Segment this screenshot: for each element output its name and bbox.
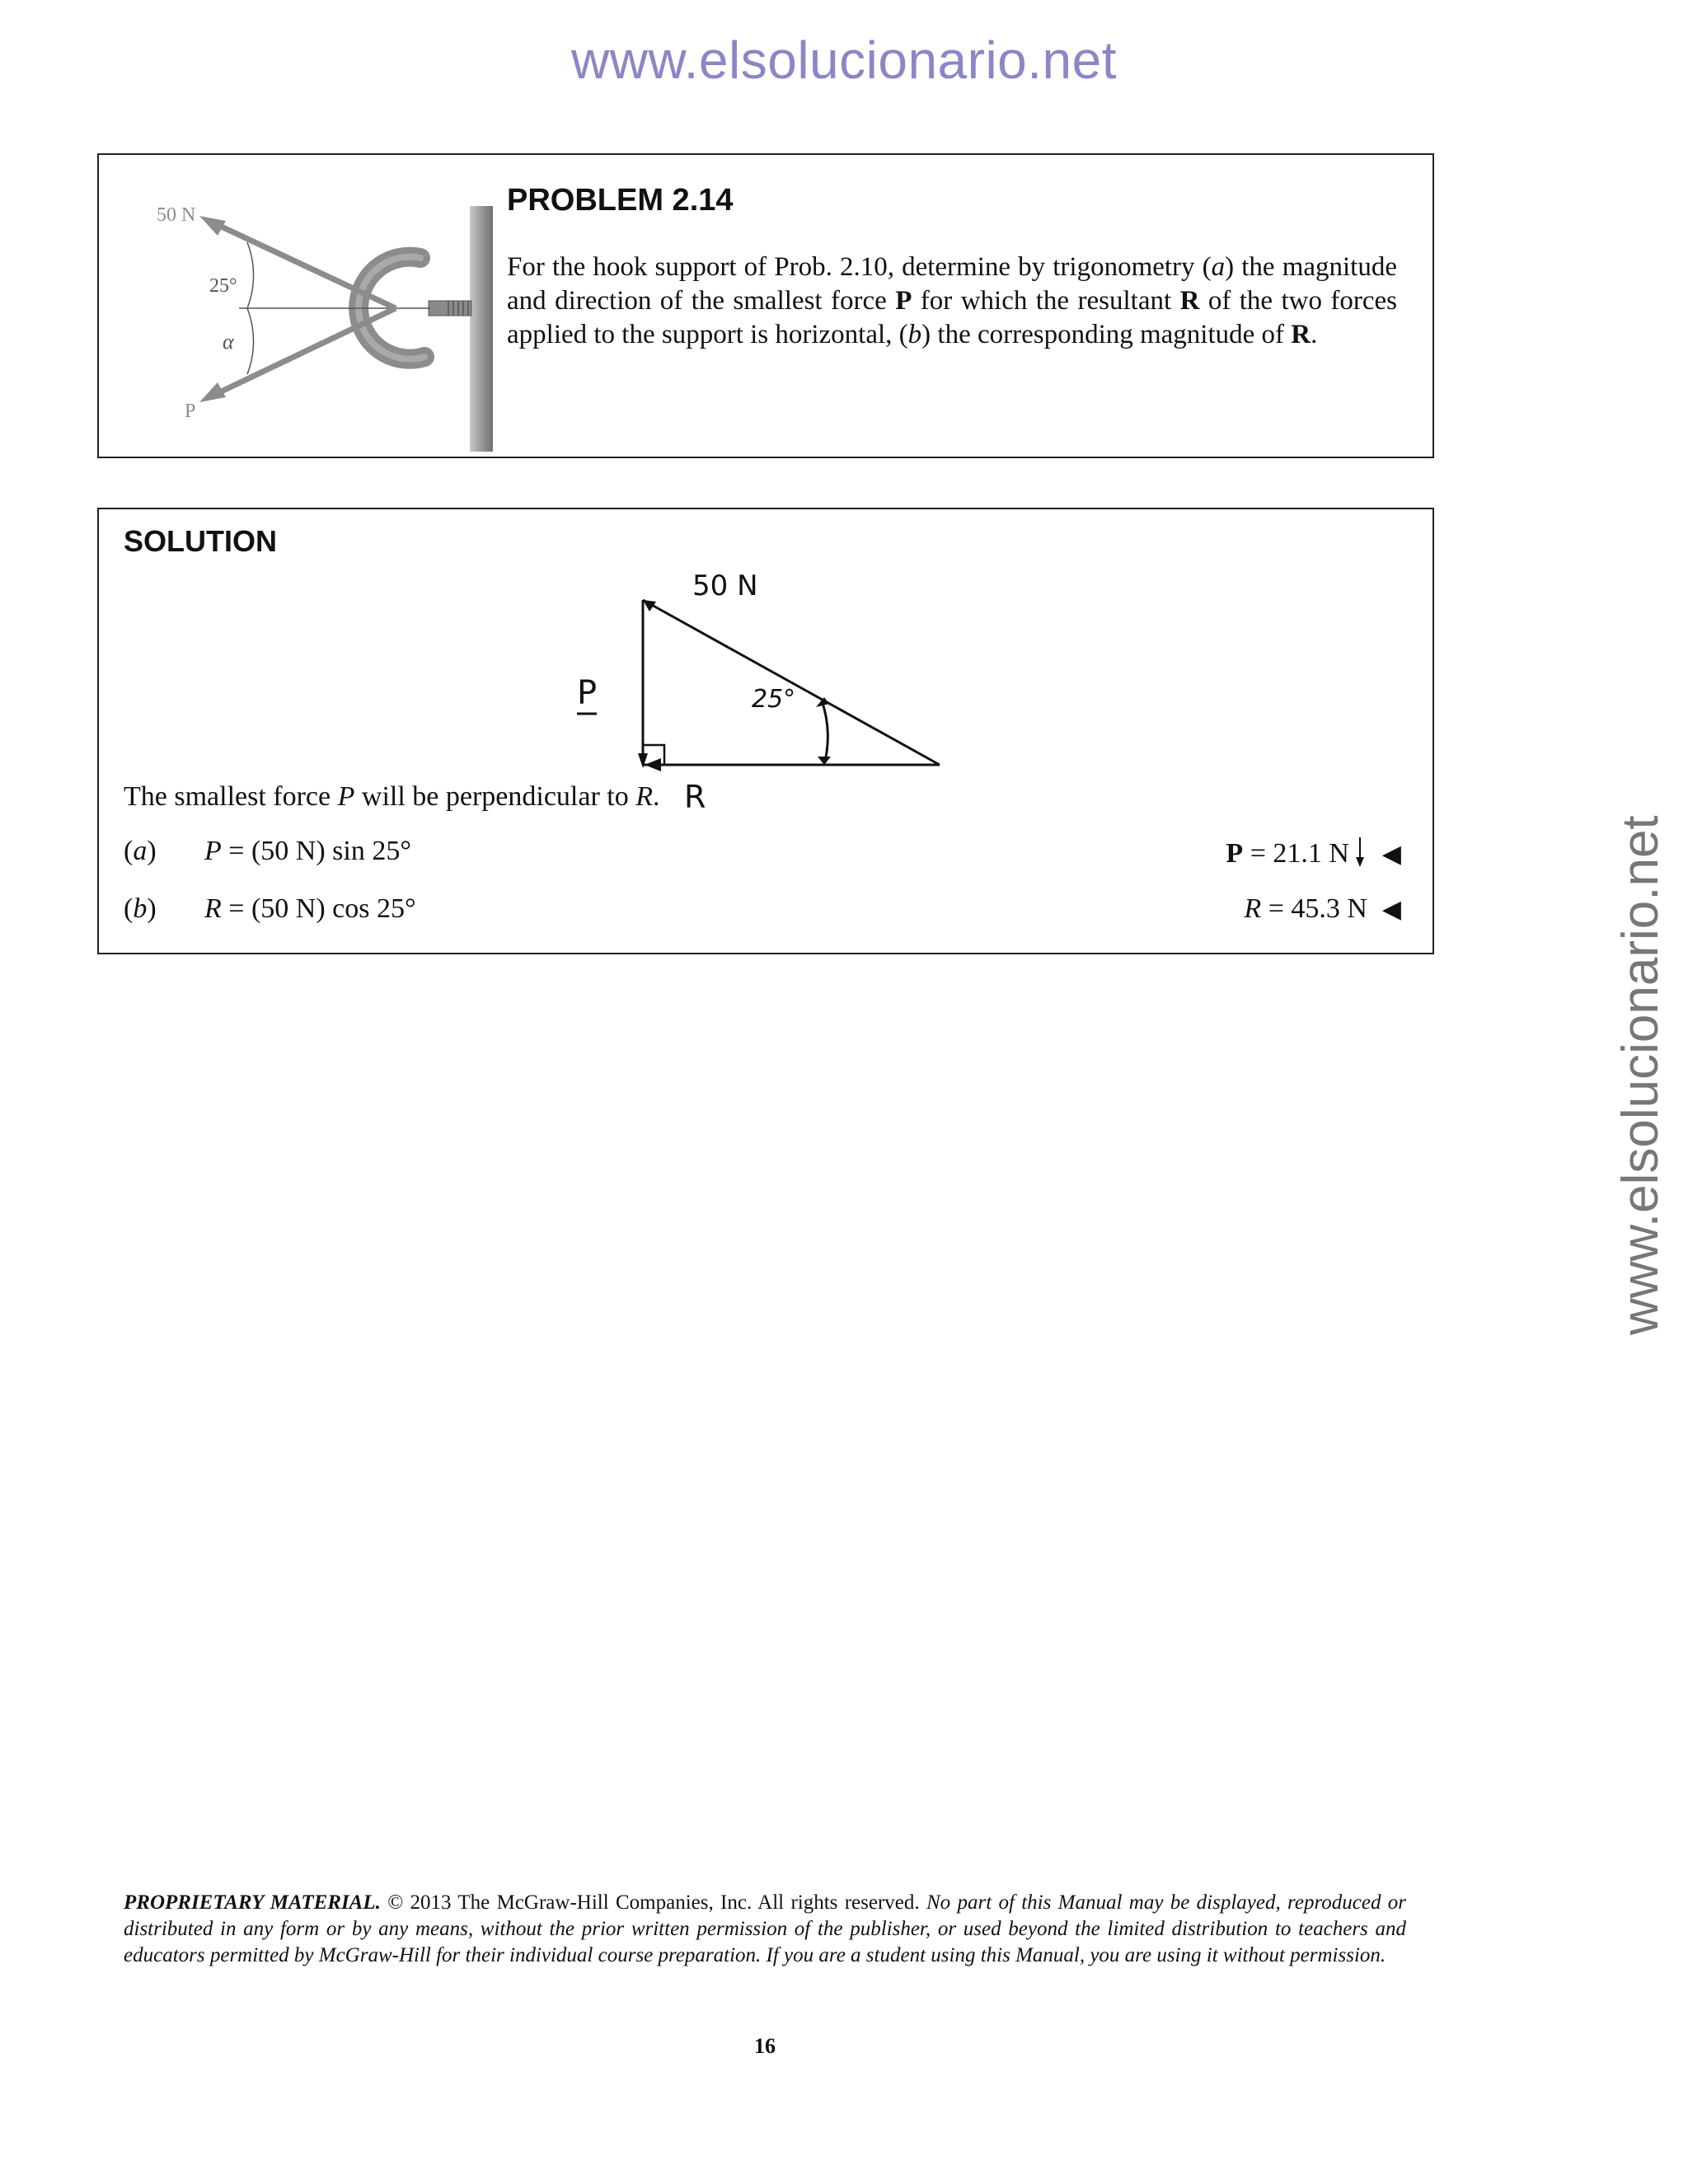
sketch-label-50n: 50 N <box>692 569 758 602</box>
figure-label-25deg: 25° <box>209 275 237 297</box>
equation-answer-a: P = 21.1 N ◀ <box>1226 836 1401 869</box>
watermark-top: www.elsolucionario.net <box>571 30 1117 90</box>
equation-expression-a: P = (50 N) sin 25° <box>204 836 411 866</box>
end-of-answer-icon: ◀ <box>1381 841 1401 868</box>
hook-shank <box>429 301 471 316</box>
figure-label-alpha: α <box>223 330 234 354</box>
sketch-angle-arc <box>822 701 828 765</box>
solution-box <box>97 508 1434 954</box>
equation-row-a <box>124 836 1401 872</box>
arrow-down-icon <box>1353 836 1367 869</box>
sketch-label-25deg: 25° <box>752 685 796 714</box>
figure-label-p: P <box>185 401 196 422</box>
equation-expression-b: R = (50 N) cos 25° <box>204 893 416 924</box>
problem-title: PROBLEM 2.14 <box>507 183 734 218</box>
angle-arc-25 <box>247 242 254 308</box>
wall-shape <box>470 206 493 452</box>
solution-title: SOLUTION <box>124 524 277 558</box>
figure-label-50n: 50 N <box>157 204 196 226</box>
equation-row-b <box>124 893 1401 930</box>
problem-statement: For the hook support of Prob. 2.10, determine by trigonometry (a) the magnitude and direction of the smallest force P for which the resultant R of the two forces applied to the support is horizontal, (b) the corresponding magnitude of R. <box>507 252 1398 349</box>
end-of-answer-icon: ◀ <box>1381 896 1401 923</box>
equation-label-b: (b) <box>124 893 157 924</box>
problem-box <box>97 153 1434 458</box>
equation-label-a: (a) <box>124 836 157 866</box>
watermark-side: www.elsolucionario.net <box>1612 815 1669 1335</box>
hook-support-figure <box>124 180 560 452</box>
equation-answer-b: R = 45.3 N ◀ <box>1244 893 1401 924</box>
angle-arc-alpha <box>247 308 254 374</box>
solution-statement: The smallest force P will be perpendicular to R. <box>124 781 660 812</box>
sketch-50n-side <box>643 600 940 765</box>
force-triangle-sketch <box>560 559 1055 815</box>
sketch-label-r: R <box>684 779 706 815</box>
page-number: 16 <box>754 2034 776 2058</box>
sketch-label-p: P <box>577 674 598 712</box>
copyright-footer: PROPRIETARY MATERIAL. © 2013 The McGraw-Hill Companies, Inc. All rights reserved. No part of this Manual may be displayed, reproduced or distributed in any form or by any means, without the prior written permission of the publisher, or used beyond the limited distribution to teachers and educators permitted by McGraw-Hill for their individual course preparation. If you are a student using this Manual, you are using it without permission. <box>124 1891 1407 1966</box>
